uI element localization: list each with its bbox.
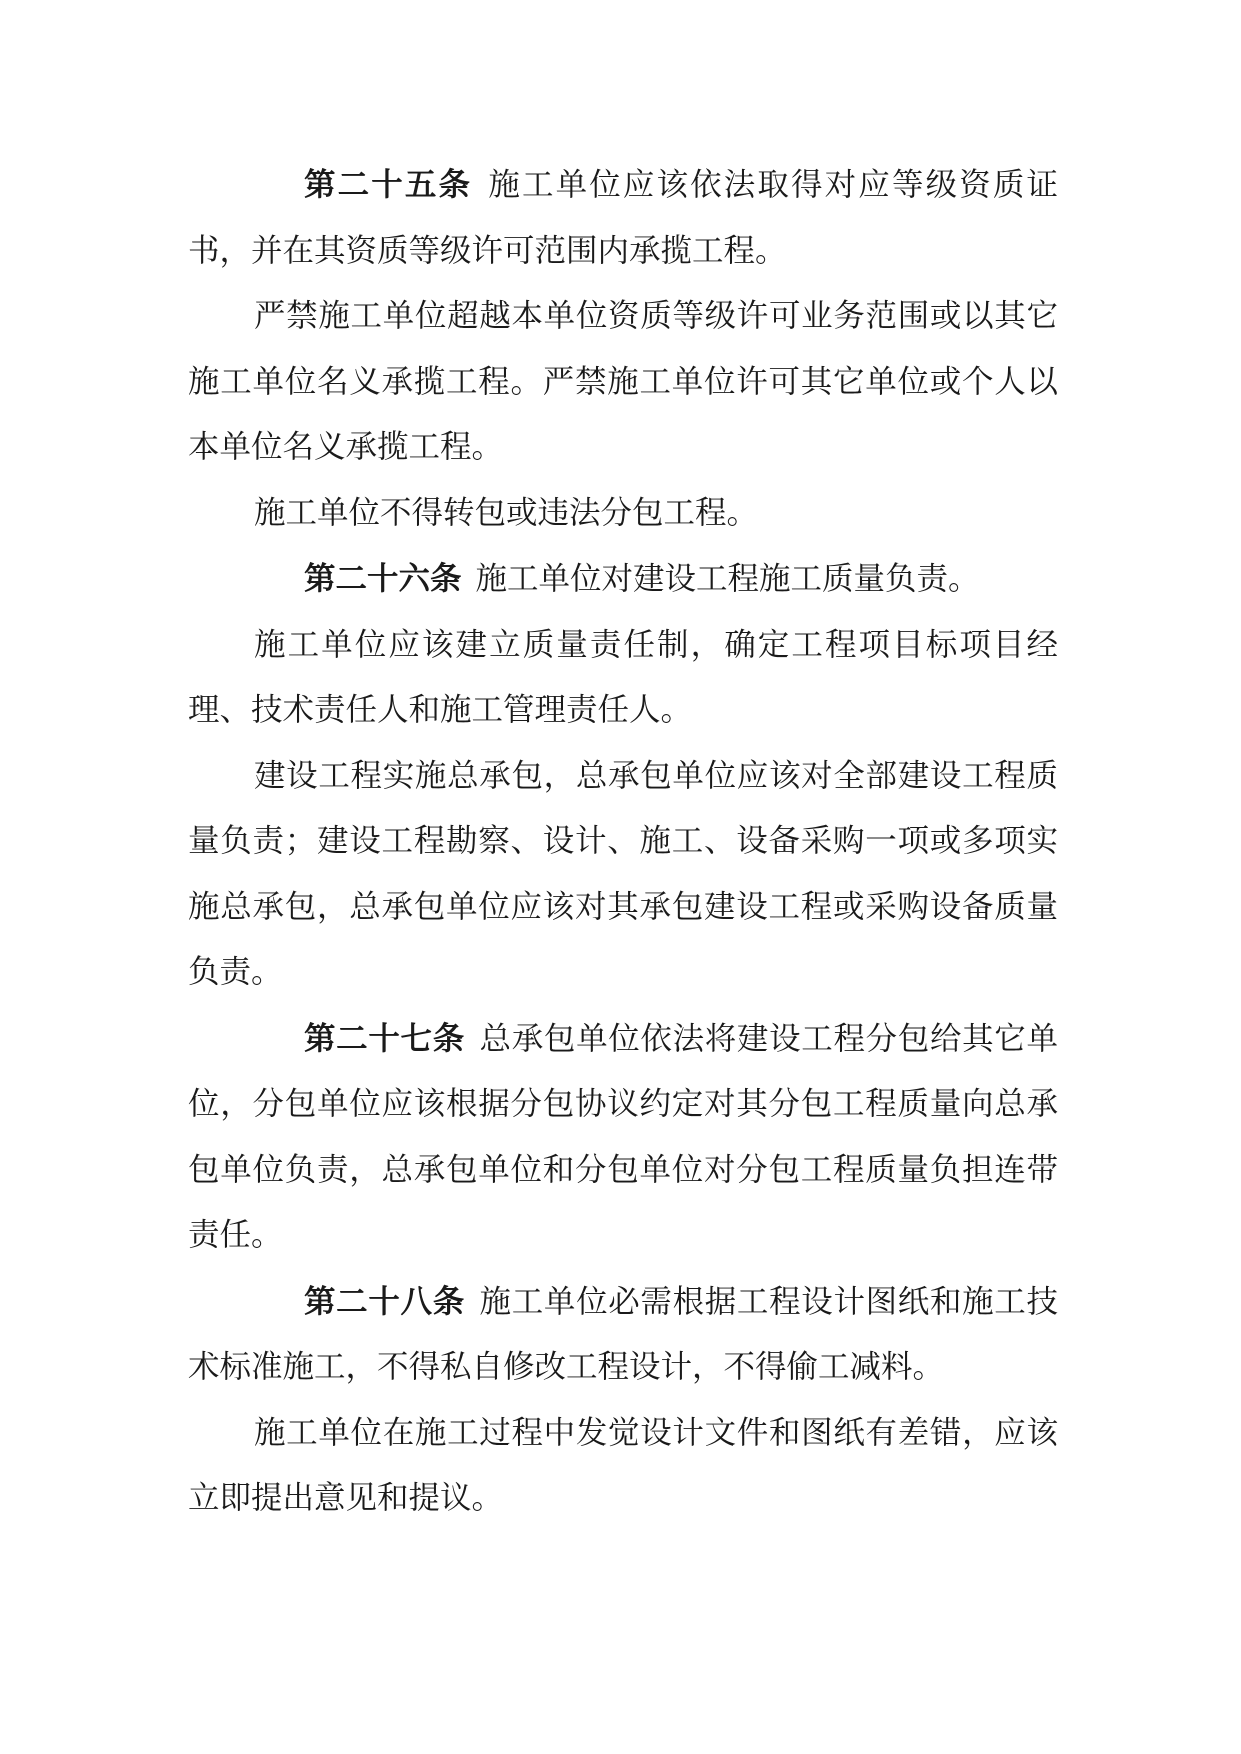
article-text: 总承包单位依法将建设工程分包给其它单位，分包单位应该根据分包协议约定对其分包工程质量向总承包单位负责，总承包单位和分包单位对分包工程质量负担连带责任。 bbox=[188, 1020, 1058, 1253]
article-text: 施工单位对建设工程施工质量负责。 bbox=[475, 561, 980, 597]
article-25-paragraph bbox=[188, 152, 1058, 284]
document-body bbox=[188, 152, 1058, 1532]
body-paragraph: 建设工程实施总承包，总承包单位应该对全部建设工程质量负责；建设工程勘察、设计、施工、设备采购一项或多项实施总承包，总承包单位应该对其承包建设工程或采购设备质量负责。 bbox=[188, 757, 1058, 990]
article-28-paragraph bbox=[188, 1269, 1058, 1401]
article-26-paragraph bbox=[188, 546, 1058, 613]
article-number: 第二十七条 bbox=[304, 1019, 465, 1057]
body-paragraph: 施工单位不得转包或违法分包工程。 bbox=[254, 494, 759, 531]
article-27-paragraph bbox=[188, 1006, 1058, 1269]
body-paragraph: 严禁施工单位超越本单位资质等级许可业务范围或以其它施工单位名义承揽工程。严禁施工单位许可其它单位或个人以本单位名义承揽工程。 bbox=[188, 298, 1058, 465]
article-number: 第二十八条 bbox=[304, 1282, 465, 1320]
article-text: 施工单位应该依法取得对应等级资质证书，并在其资质等级许可范围内承揽工程。 bbox=[188, 167, 1058, 269]
body-paragraph: 施工单位应该建立质量责任制，确定工程项目标项目经理、技术责任人和施工管理责任人。 bbox=[188, 626, 1058, 728]
article-number: 第二十六条 bbox=[304, 560, 462, 597]
article-number: 第二十五条 bbox=[304, 166, 473, 203]
body-paragraph: 施工单位在施工过程中发觉设计文件和图纸有差错，应该立即提出意见和提议。 bbox=[188, 1414, 1058, 1516]
article-text: 施工单位必需根据工程设计图纸和施工技术标准施工，不得私自修改工程设计，不得偷工减料。 bbox=[188, 1283, 1058, 1385]
